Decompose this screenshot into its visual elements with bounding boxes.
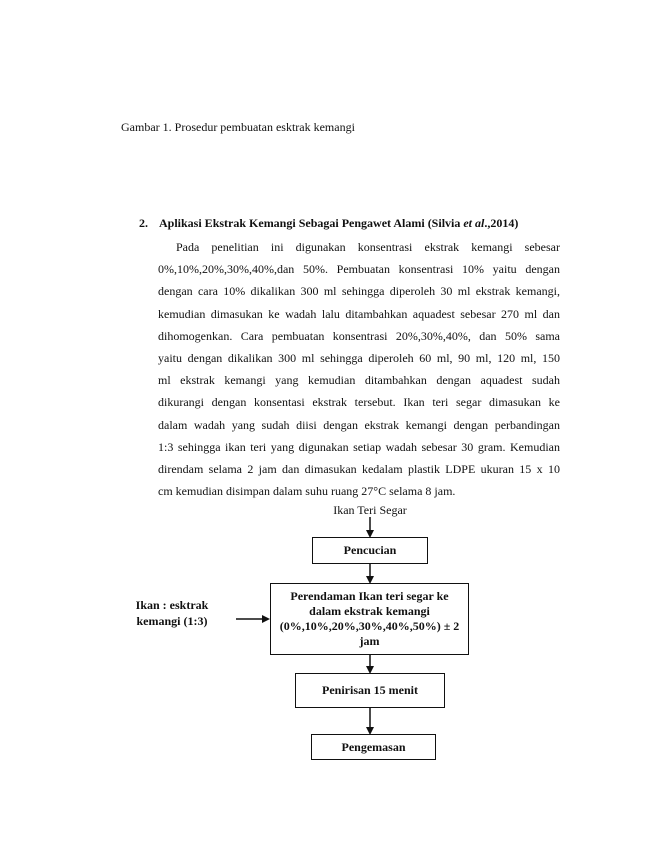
paragraph-line: kemudian dimasukan ke wadah lalu ditambahkan aquadest sebesar 270 ml dan [158,306,560,321]
flow-step-soaking [270,583,469,655]
section-number: 2. [139,216,148,230]
paragraph-line: dalam wadah yang sudah diisi dengan ekstrak kemangi dengan perbandingan [158,417,560,432]
flow-step-packaging [311,734,436,760]
flow-step-washing [312,537,428,564]
flow-ratio-label: Ikan : esktrak kemangi (1:3) [135,598,209,628]
paragraph-line: dihomogenkan. Cara pembuatan konsentrasi 20%,30%,40%, dan 50% sama [158,328,560,343]
section-title-part1: Aplikasi Ekstrak Kemangi Sebagai Pengawet Alami (Silvia [159,216,464,230]
flow-step-soaking-label: Perendaman Ikan teri segar ke dalam ekstrak kemangi (0%,10%,20%,30%,40%,50%) ± 2 jam [279,589,460,648]
flow-step-draining-label: Penirisan 15 menit [322,683,418,697]
paragraph-line: dikurangi dengan konsentasi ekstrak tersebut. Ikan teri segar dimasukan ke [158,395,560,410]
paragraph-line: dengan cara 10% dikalikan 300 ml sehingga diperoleh 30 ml ekstrak kemangi, [158,284,560,299]
flow-step-draining [295,673,445,708]
flow-start-label: Ikan Teri Segar [333,503,407,517]
paragraph-line: 1:3 sehingga ikan teri yang digunakan setiap wadah sebesar 30 gram. Kemudian [158,439,560,454]
paragraph-line: yaitu dengan dikalikan 300 ml sehingga diperoleh 60 ml, 90 ml, 120 ml, 150 [158,350,560,365]
section-title-part2: .,2014) [484,216,519,230]
paragraph-line: 0%,10%,20%,30%,40%,dan 50%. Pembuatan konsentrasi 10% yaitu dengan [158,262,560,277]
paragraph-line: direndam selama 2 jam dan dimasukan kedalam plastik LDPE ukuran 15 x 10 [158,461,560,476]
paragraph-line: Pada penelitian ini digunakan konsentrasi ekstrak kemangi sebesar [176,240,560,254]
section-title-italic: et al [463,216,485,230]
flow-step-packaging-label: Pengemasan [341,739,406,754]
flow-step-washing-label: Pencucian [343,543,397,557]
paragraph-line: ml ekstrak kemangi yang kemudian ditambahkan dengan aquadest sudah [158,373,560,388]
paragraph-line: cm kemudian disimpan dalam suhu ruang 27°C selama 8 jam. [158,484,456,499]
figure-caption: Gambar 1. Prosedur pembuatan esktrak kemangi [121,120,355,134]
